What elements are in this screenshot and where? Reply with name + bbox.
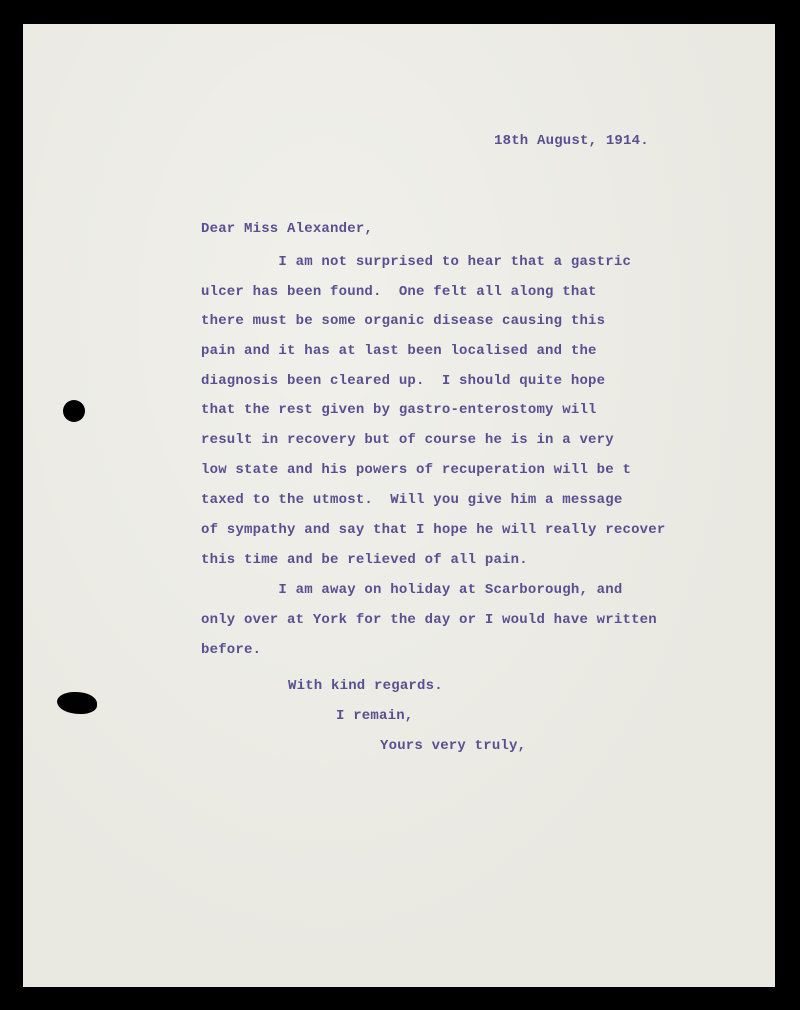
body-line: low state and his powers of recuperation will be t (201, 462, 632, 478)
body-line: diagnosis been cleared up. I should quite hope (201, 373, 606, 389)
body-line: I am away on holiday at Scarborough, and (201, 582, 623, 598)
body-line: taxed to the utmost. Will you give him a message (201, 492, 623, 508)
closing-remain: I remain, (336, 708, 414, 724)
closing-signoff: Yours very truly, (380, 738, 527, 754)
punch-hole (63, 400, 85, 422)
body-line: only over at York for the day or I would have written (201, 612, 657, 628)
body-line: pain and it has at last been localised and the (201, 343, 597, 359)
punch-hole (57, 692, 97, 714)
body-line: result in recovery but of course he is in a very (201, 432, 614, 448)
body-line: before. (201, 642, 262, 658)
body-line: of sympathy and say that I hope he will really recover (201, 522, 666, 538)
body-line: this time and be relieved of all pain. (201, 552, 528, 568)
letter-date: 18th August, 1914. (494, 133, 649, 149)
body-line: ulcer has been found. One felt all along that (201, 284, 597, 300)
letter-salutation: Dear Miss Alexander, (201, 221, 374, 237)
closing-regards: With kind regards. (288, 678, 443, 694)
body-line: there must be some organic disease causing this (201, 313, 606, 329)
body-line: I am not surprised to hear that a gastric (201, 254, 632, 270)
body-line: that the rest given by gastro-enterostomy will (201, 402, 597, 418)
